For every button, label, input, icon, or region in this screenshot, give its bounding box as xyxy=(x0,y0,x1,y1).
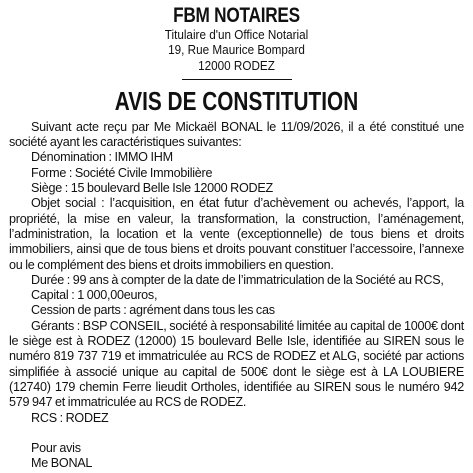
intro-paragraph: Suivant acte reçu par Me Mickaël BONAL le 11/09/2026, il a été constitué une société ayant les caractéristiques suivantes: xyxy=(9,119,464,150)
office-line-title: Titulaire d'un Office Notarial xyxy=(164,28,309,42)
divider xyxy=(182,79,292,80)
blank-line xyxy=(9,426,464,441)
forme-line: Forme : Société Civile Immobilière xyxy=(31,165,213,180)
office-line-street: 19, Rue Maurice Bompard xyxy=(168,43,305,58)
gerants-paragraph: Gérants : BSP CONSEIL, société à responsabilité limitée au capital de 1000€ dont le siège est à RODEZ (12000) 15 boulevard Belle Isle, identifiée au SIREN sous le numéro 819 737 719 et immatriculée au RCS de RODEZ et ALG, société par actions simplifiée à associé unique au capital de 500€ dont le siège est à LA LOUBIERE (12740) 179 chemin Ferre lieudit Ortholes, identifiée au SIREN sous le numéro 942 579 947 et immatriculée au RCS de RODEZ. xyxy=(9,318,465,410)
cession-line: Cession de parts : agrément dans tous les cas xyxy=(31,303,275,318)
notice-body xyxy=(9,120,464,472)
objet-paragraph: Objet social : l’acquisition, en état futur d’achèvement ou achevés, l’apport, la propriété, la mise en valeur, la transformation, la construction, l’aménagement, l’administration, la location et la vente (exceptionnelle) de tous biens et droits immobiliers, ainsi que de tous biens et droits pouvant constituer l’accessoire, l’annexe ou le complément des biens et droits immobiliers en question. xyxy=(9,196,464,272)
notice-title: AVIS DE CONSTITUTION xyxy=(114,85,359,116)
denomination-line: Dénomination : IMMO IHM xyxy=(31,150,173,165)
firm-name: FBM NOTAIRES xyxy=(173,4,300,27)
office-line-city: 12000 RODEZ xyxy=(198,58,275,73)
office-info xyxy=(25,28,448,74)
signature-line: Me BONAL xyxy=(31,456,93,471)
siege-line: Siège : 15 boulevard Belle Isle 12000 RODEZ xyxy=(31,181,273,196)
capital-line: Capital : 1 000,00euros, xyxy=(31,288,158,303)
duree-line: Durée : 99 ans à compter de la date de l’immatriculation de la Société au RCS, xyxy=(31,272,444,287)
closing-line: Pour avis xyxy=(31,441,81,456)
rcs-line: RCS : RODEZ xyxy=(31,410,109,425)
